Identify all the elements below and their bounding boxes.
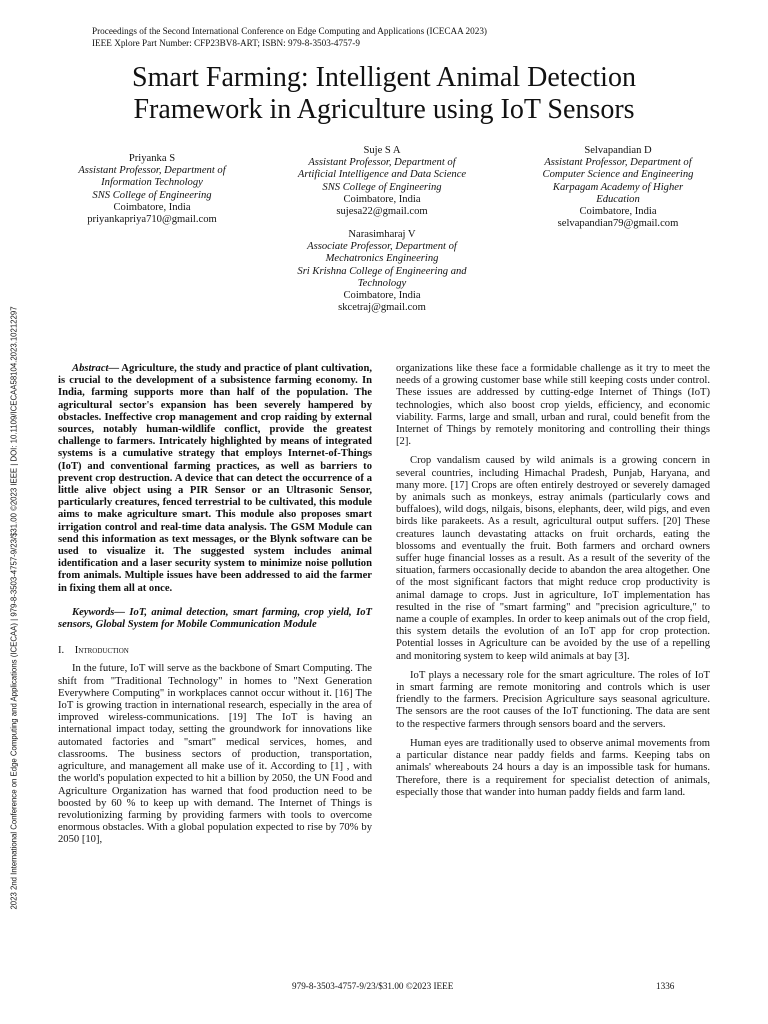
doi-sidebar: 2023 2nd International Conference on Edge Computing and Applications (ICECAA) | 979-8-3503-4757-9/23/$31.00 ©2023 IEEE | DOI: 10.1109/ICECAA58104.2023.10212297 bbox=[9, 306, 19, 910]
author-block-3: Selvapandian D Assistant Professor, Department of Computer Science and Engineering Karpagam Academy of Higher Education Coimbatore, India selvapandian79@gmail.com bbox=[514, 145, 722, 230]
author-name: Suje S A bbox=[363, 145, 401, 156]
author-email: skcetraj@gmail.com bbox=[338, 302, 426, 314]
paper-title: Smart Farming: Intelligent Animal Detection Framework in Agriculture using IoT Sensors bbox=[132, 62, 636, 125]
author-name: Priyanka S bbox=[128, 153, 176, 164]
paragraph: Crop vandalism caused by wild animals is a growing concern in several countries, including Himachal Pradesh, Punjab, Haryana, and many more. [17] Crops are often entirely destroyed or severely damaged by animals such as monkeys, estray animals (particularly cows and buffaloes), wild dogs, nilgais, bisons, elephants, deer, wild pigs, and even birds like parakeets. As a result, agricultural output suffers. [20] These creatures launch devastating attacks on fruit orchards, eating the blossoms and eventually the fruit. Both farmers and orchard owners suffer huge financial losses as a result. As a result of the severity of the situation, farmers occasionally decide to abandon the area altogether. One of the most significant factors that might reduce crop productivity is animal damage to crops. Just in agriculture, IoT implementation has resulted in the rise of "smart farming" and "precision agriculture," to name a couple of examples. In order to keep animals out of the crop field, this system details the evolution of an IoT app for crop protection. Potential losses in Agriculture can be avoided by the use of a repelling and monitoring system to keep wild animals at bay [3]. bbox=[396, 455, 710, 662]
author-email: priyankapriya710@gmail.com bbox=[87, 214, 217, 226]
keywords: Keywords— IoT, animal detection, smart farming, crop yield, IoT sensors, Global System for Mobile Communication Module bbox=[58, 606, 372, 631]
author-name: Selvapandian D bbox=[584, 145, 652, 156]
section-heading: I. Introduction bbox=[58, 645, 129, 657]
author-name: Narasimharaj V bbox=[348, 229, 416, 240]
footer-copyright: 979-8-3503-4757-9/23/$31.00 ©2023 IEEE bbox=[292, 981, 454, 991]
paragraph: organizations like these face a formidable challenge as it try to meet the needs of a growing customer base while still keeping costs under control. These issues are addressed by cutting-edge Internet of Things (IoT) technologies, which also boost crop yields, efficiency, and economic viability. Farms, large and small, urban and rural, could benefit from the Internet of Things by remotely monitoring and controlling their things [2]. bbox=[396, 363, 710, 448]
header-line-1: Proceedings of the Second International Conference on Edge Computing and Applications (ICECAA 2023) bbox=[92, 26, 487, 36]
intro-paragraph: In the future, IoT will serve as the backbone of Smart Computing. The shift from "Traditional Technology" in homes to "Next Generation Everywhere Computing" in workplaces cannot occur without it. [16] The IoT is growing traction in international research, especially in the area of improved wireless-communications. [19] The IoT is having an international impact today, setting the groundwork for innovations like automated factories and "smart" medical services, homes, and classrooms. The business sectors of production, transportation, agriculture, and management all make use of it. According to [1] , with the world's population expected to hit a billion by 2050, the UN Food and Agriculture Organization has warned that food production need to be boosted by 60 % to keep up with demand. The Internet of Things is revolutionizing farming by providing farmers with tools to overcome enormous obstacles. With a global population expected to rise by 70% by 2050 [10], bbox=[58, 663, 372, 846]
paragraph: Human eyes are traditionally used to observe animal movements from a particular distance near paddy fields and farms. Keeping tabs on animals' whereabouts 24 hours a day is an impossible task for humans. Therefore, there is a requirement for specialist detection of animals, especially those that wander into human paddy fields and farm land. bbox=[396, 737, 710, 798]
page-number: 1336 bbox=[656, 981, 675, 991]
author-block-4: Narasimharaj V Associate Professor, Department of Mechatronics Engineering Sri Krishna College of Engineering and Technology Coimbatore, India skcetraj@gmail.com bbox=[282, 229, 482, 314]
header-line-2: IEEE Xplore Part Number: CFP23BV8-ART; ISBN: 979-8-3503-4757-9 bbox=[92, 38, 360, 48]
abstract: Abstract— Agriculture, the study and practice of plant cultivation, is crucial to the development of a subsistence farming economy. In India, farming supports more than half of the population. The agricultural sector's expansion has been severely hampered by obstacles. Ineffective crop management and crop raiding by external sources, notably human-wildlife conflict, provide the greatest challenge to farmers. Intricately highlighted by means of integrated systems is a cumulative strategy that employs Internet-of-Things (IoT) and conventional farming practices, as well as barriers to prevent crop destruction. A device that can detect the occurrence of a little alive object using a PIR Sensor or an Ultrasonic Sensor, particularly creatures, fenced terrestrial to be cultivated, this module aims to make agriculture smart. This module also proposes smart irrigation control and real-time data analysis. The GSM Module can send this information as text messages, or the Blynk software can be used to visualize it. The suggested system includes animal identification and a laser security system to minimize noise pollution from animals. Multiple issues have been addressed to aid the farmer in fixing them all at once. bbox=[58, 363, 372, 594]
paragraph: IoT plays a necessary role for the smart agriculture. The roles of IoT in smart farming are remote monitoring and controls which is user friendly to the farmers. Precision Agriculture says seasonal agriculture. The sensors are the root causes of the IoT functioning. The data are sent to the respective farmers through sensors board and the servers. bbox=[396, 669, 710, 730]
author-email: selvapandian79@gmail.com bbox=[557, 218, 679, 230]
author-block-1: Priyanka S Assistant Professor, Department of Information Technology SNS College of Engineering Coimbatore, India priyankapriya710@gmail.com bbox=[52, 153, 252, 226]
author-email: sujesa22@gmail.com bbox=[336, 206, 428, 218]
left-column bbox=[58, 363, 372, 847]
right-column bbox=[396, 363, 710, 799]
author-block-2: Suje S A Assistant Professor, Department of Artificial Intelligence and Data Science SNS College of Engineering Coimbatore, India sujesa22@gmail.com bbox=[282, 145, 482, 218]
proceedings-header bbox=[92, 25, 487, 49]
